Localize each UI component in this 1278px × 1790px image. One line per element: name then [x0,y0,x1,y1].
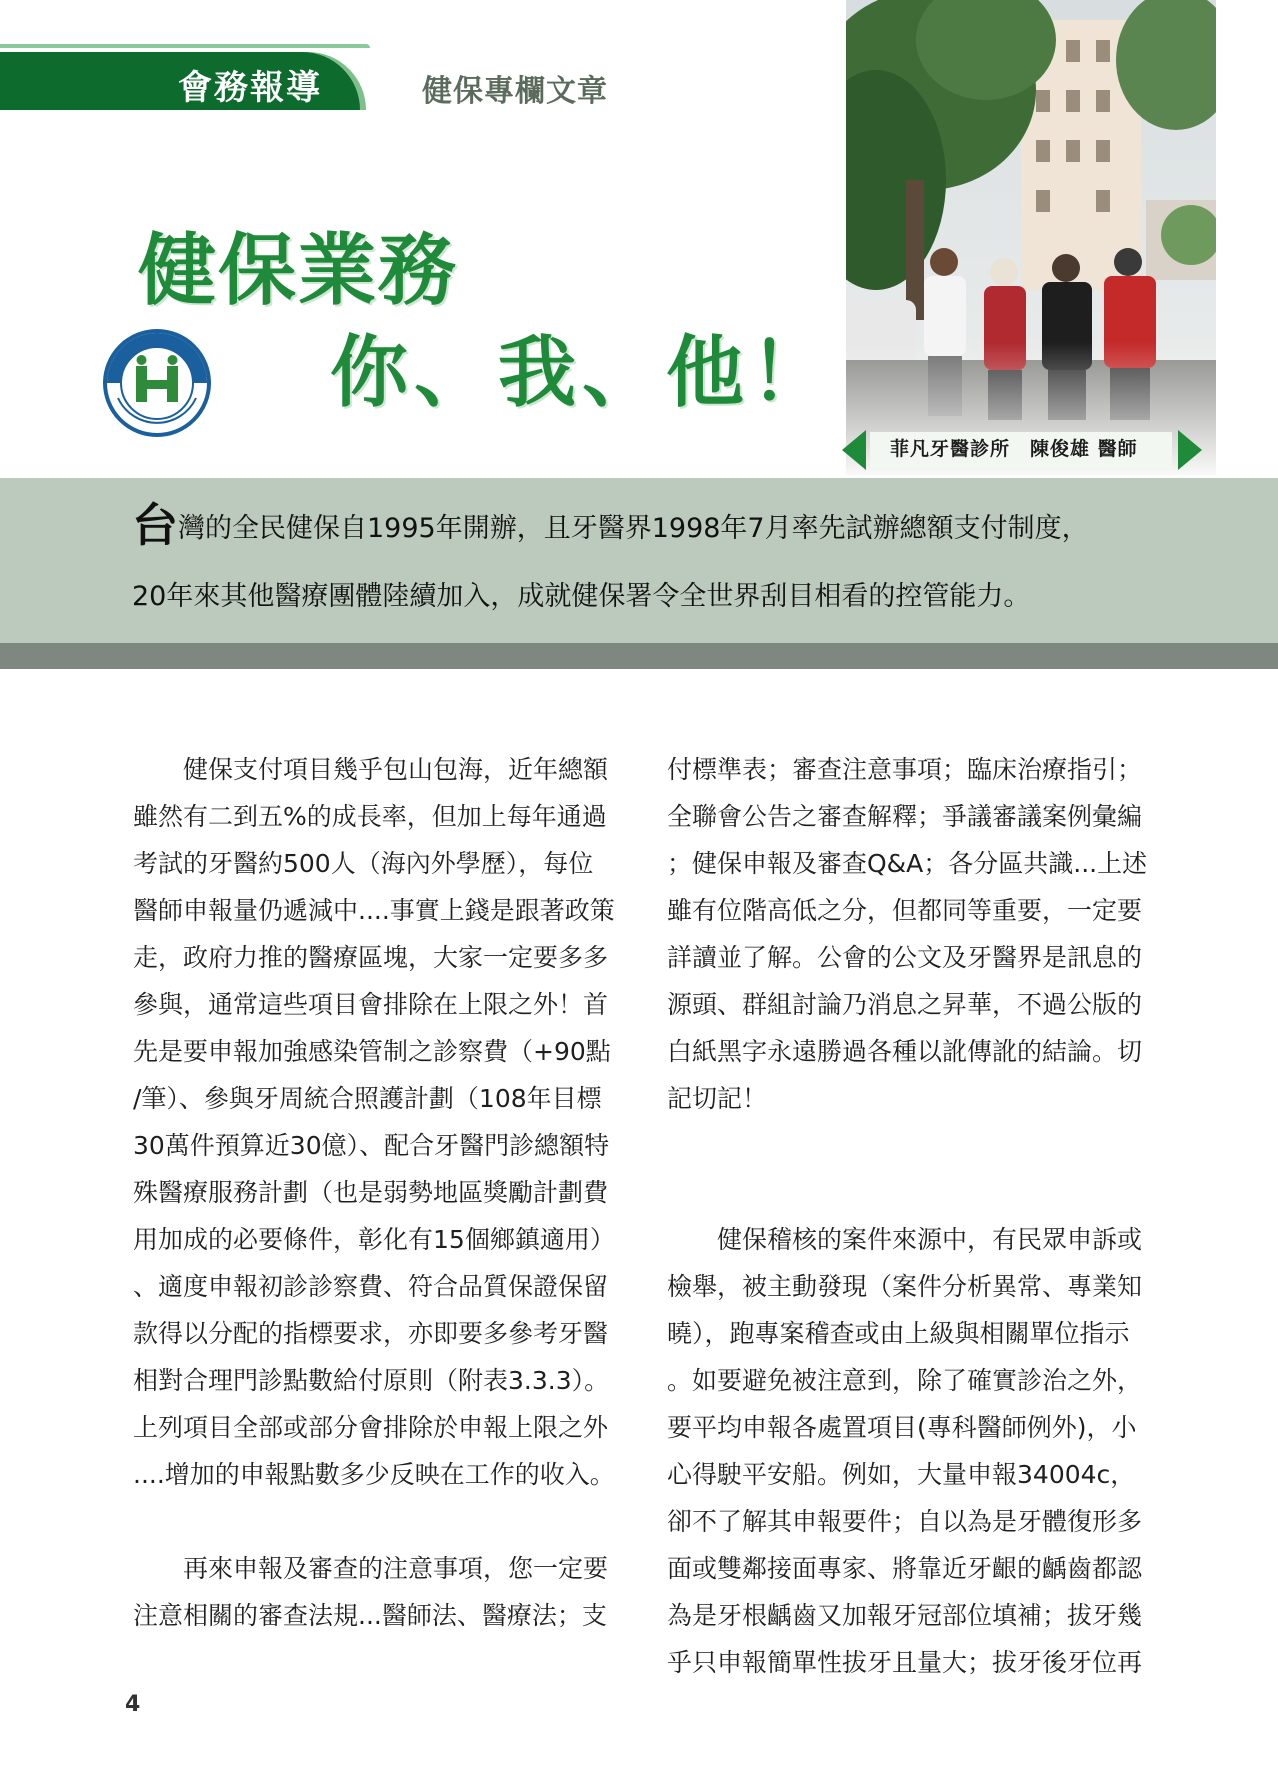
body-line: 要平均申報各處置項目(專科醫師例外)，小 [667,1413,1137,1442]
group-photo [846,0,1216,475]
body-line: 全聯會公告之審查解釋；爭議審議案例彙編 [667,802,1143,831]
intro-line-1-text: 灣的全民健保自1995年開辦，且牙醫界1998年7月率先試辦總額支付制度， [178,513,1089,544]
body-line: 乎只申報簡單性拔牙且量大；拔牙後牙位再 [667,1648,1143,1677]
body-line: 相對合理門診點數給付原則（附表3.3.3）。 [133,1366,610,1395]
body-line: 白紙黑字永遠勝過各種以訛傳訛的結論。切 [667,1037,1143,1066]
section-subtitle: 健保專欄文章 [422,74,608,109]
intro-band-shadow [0,643,1278,669]
intro-line-1 [132,498,1089,552]
body-line: 上列項目全部或部分會排除於申報上限之外 [133,1413,609,1442]
body-line: 詳讀並了解。公會的公文及牙醫界是訊息的 [667,943,1143,972]
body-line: 醫師申報量仍遞減中....事實上錢是跟著政策 [133,896,615,925]
paragraph-gap [667,1122,1147,1169]
body-line: 卻不了解其申報要件；自以為是牙體復形多 [667,1507,1143,1536]
page-number: 4 [125,1692,141,1717]
body-line: 曉），跑專案稽查或由上級與相關單位指示 [667,1319,1130,1348]
body-line: 面或雙鄰接面專家、將靠近牙齦的齲齒都認 [667,1554,1143,1583]
body-line: 款得以分配的指標要求，亦即要多參考牙醫 [133,1319,609,1348]
article-title-line2: 你、我、他！ [330,327,835,418]
body-line: /筆）、參與牙周統合照護計劃（108年目標 [133,1084,602,1113]
body-line: 記切記！ [667,1084,768,1113]
body-line: 再來申報及審查的注意事項，您一定要 [133,1554,609,1583]
body-line: 。如要避免被注意到，除了確實診治之外， [667,1366,1143,1395]
body-line: 為是牙根齲齒又加報牙冠部位填補；拔牙幾 [667,1601,1143,1630]
drop-cap: 台 [132,498,178,552]
header-accent-line [0,44,370,48]
body-line: 、適度申報初診診察費、符合品質保證保留 [133,1272,609,1301]
intro-line-2: 20年來其他醫療團體陸續加入，成就健保署令全世界刮目相看的控管能力。 [132,581,1031,612]
body-line: 心得駛平安船。例如，大量申報34004c， [667,1460,1136,1489]
body-line: 走，政府力推的醫療區塊，大家一定要多多 [133,943,609,972]
body-line: 參與，通常這些項目會排除在上限之外！首 [133,990,609,1019]
paragraph-gap [133,1498,615,1545]
body-line: 殊醫療服務計劃（也是弱勢地區獎勵計劃費 [133,1178,609,1207]
body-line: 考試的牙醫約500人（海內外學歷），每位 [133,849,594,878]
body-line: 檢舉，被主動發現（案件分析異常、專業知 [667,1272,1143,1301]
body-line: 健保支付項目幾乎包山包海，近年總額 [133,755,609,784]
body-line: ....增加的申報點數多少反映在工作的收入。 [133,1460,615,1489]
body-line: 注意相關的審查法規...醫師法、醫療法；支 [133,1601,607,1630]
section-tab-label: 會務報導 [178,68,322,108]
nhi-logo-icon [102,328,212,438]
body-column-left [133,746,615,1639]
paragraph-gap [667,1169,1147,1216]
body-line: 雖然有二到五%的成長率，但加上每年通過 [133,802,607,831]
body-line: 付標準表；審查注意事項；臨床治療指引； [667,755,1143,784]
body-line: 先是要申報加強感染管制之診察費（+90點 [133,1037,611,1066]
body-line: 雖有位階高低之分，但都同等重要，一定要 [667,896,1143,925]
article-title-line1: 健保業務 [138,225,459,316]
body-line: 健保稽核的案件來源中，有民眾申訴或 [667,1225,1143,1254]
photo-caption: 菲凡牙醫診所 陳俊雄 醫師 [890,438,1138,460]
body-column-right [667,746,1147,1686]
body-line: 用加成的必要條件，彰化有15個鄉鎮適用） [133,1225,615,1254]
body-line: 源頭、群組討論乃消息之昇華，不過公版的 [667,990,1143,1019]
body-line: 30萬件預算近30億）、配合牙醫門診總額特 [133,1131,610,1160]
body-line: ；健保申報及審查Q&A；各分區共識...上述 [667,849,1148,878]
